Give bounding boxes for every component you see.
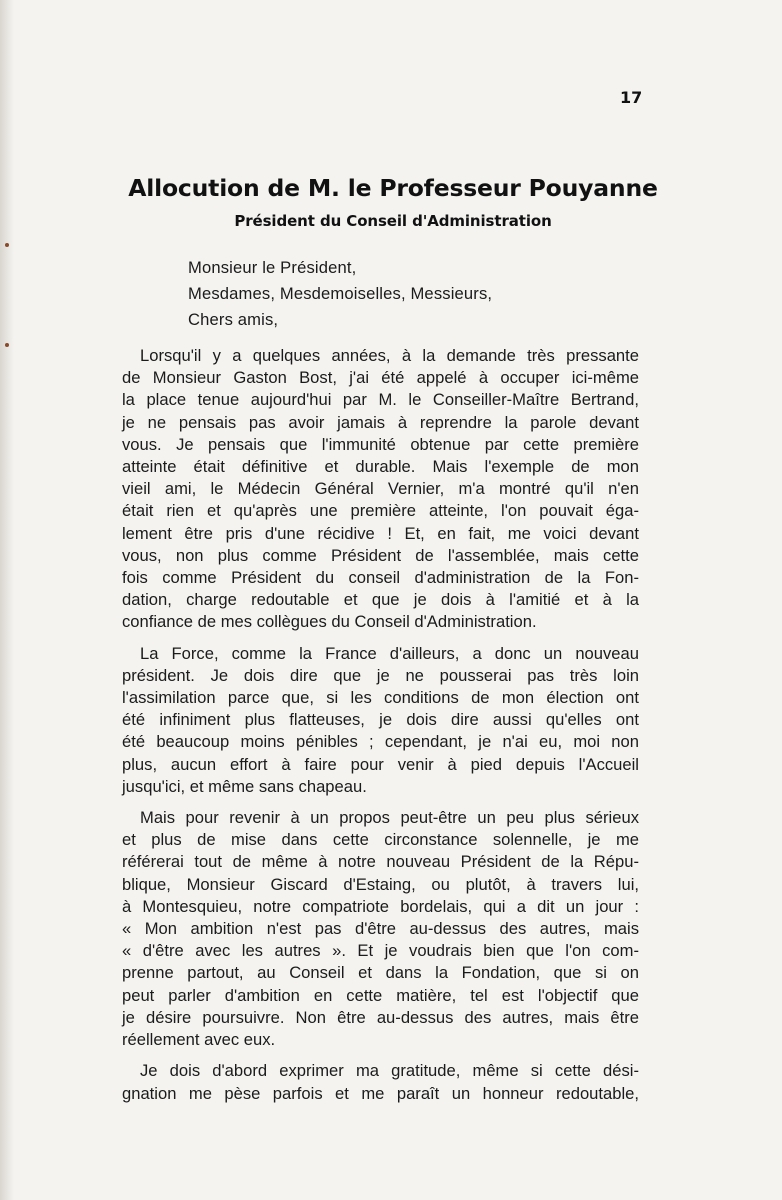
page-edge-shadow: [0, 0, 14, 1200]
paragraph-line: je ne pensais pas avoir jamais à reprendre la parole devant: [122, 412, 639, 432]
paragraph-line: dation, charge redoutable et que je dois à l'amitié et à la: [122, 590, 639, 610]
paragraph-line: jusqu'ici, et même sans chapeau.: [122, 776, 367, 796]
paragraph-line: confiance de mes collègues du Conseil d'Administration.: [122, 612, 537, 632]
paragraph-line: à Montesquieu, notre compatriote bordelais, qui a dit un jour :: [122, 896, 639, 916]
binding-mark: [5, 343, 9, 347]
paragraph-line: président. Je dois dire que je ne pousserai pas très loin: [122, 665, 639, 685]
paragraph-line: vous. Je pensais que l'immunité obtenue par cette première: [122, 434, 639, 454]
paragraph-line: la place tenue aujourd'hui par M. le Conseiller-Maître Bertrand,: [122, 390, 639, 410]
paragraph-line: réellement avec eux.: [122, 1030, 276, 1050]
salutation-line: Chers amis,: [188, 310, 279, 329]
binding-mark: [5, 243, 9, 247]
paragraph-line: l'assimilation parce que, si les conditions de mon élection ont: [122, 688, 639, 708]
paragraph: [122, 1060, 639, 1104]
page-subtitle: Président du Conseil d'Administration: [234, 212, 552, 230]
paragraph-line: été infiniment plus flatteuses, je dois dire aussi qu'elles ont: [122, 710, 639, 730]
paragraph-line: « d'être avec les autres ». Et je voudrais bien que l'on com-: [122, 941, 639, 961]
paragraph-line: prenne partout, au Conseil et dans la Fondation, que si on: [122, 963, 639, 983]
paragraph-line: Mais pour revenir à un propos peut-être un peu plus sérieux: [140, 808, 639, 828]
salutation-line: Mesdames, Mesdemoiselles, Messieurs,: [188, 284, 493, 303]
paragraph-line: vieil ami, le Médecin Général Vernier, m'a montré qu'il n'en: [122, 479, 639, 499]
paragraph-line: blique, Monsieur Giscard d'Estaing, ou plutôt, à travers lui,: [122, 874, 639, 894]
page-number: 17: [620, 88, 643, 107]
paragraph-line: peut parler d'ambition en cette matière, tel est l'objectif que: [122, 985, 639, 1005]
paragraph-line: était rien et qu'après une première atteinte, l'on pouvait éga-: [122, 501, 639, 521]
paragraph-line: je désire poursuivre. Non être au-dessus des autres, mais être: [122, 1007, 639, 1027]
paragraph-line: fois comme Président du conseil d'administration de la Fon-: [122, 568, 639, 588]
paragraph: [122, 345, 639, 634]
paragraph-line: Lorsqu'il y a quelques années, à la demande très pressante: [140, 346, 639, 365]
paragraph-line: vous, non plus comme Président de l'assemblée, mais cette: [122, 545, 639, 565]
paragraph-line: Je dois d'abord exprimer ma gratitude, même si cette dési-: [140, 1061, 639, 1081]
paragraph: [122, 643, 639, 798]
paragraph-line: plus, aucun effort à faire pour venir à pied depuis l'Accueil: [122, 754, 639, 774]
paragraph-line: lement être pris d'une récidive ! Et, en fait, me voici devant: [122, 523, 639, 543]
paragraph-line: été beaucoup moins pénibles ; cependant, je n'ai eu, moi non: [122, 732, 639, 752]
salutation-block: [188, 255, 648, 333]
page-title: Allocution de M. le Professeur Pouyanne: [128, 174, 658, 202]
paragraph-line: La Force, comme la France d'ailleurs, a donc un nouveau: [140, 643, 639, 663]
paragraph-line: référerai tout de même à notre nouveau Président de la Répu-: [122, 852, 639, 872]
paragraph-line: « Mon ambition n'est pas d'être au-dessus des autres, mais: [122, 919, 639, 939]
salutation-line: Monsieur le Président,: [188, 258, 357, 277]
paragraph: [122, 807, 639, 1051]
paragraph-line: gnation me pèse parfois et me paraît un honneur redoutable,: [122, 1083, 639, 1103]
paragraph-line: atteinte était définitive et durable. Mais l'exemple de mon: [122, 457, 639, 477]
speech-body: [122, 345, 639, 1114]
paragraph-line: de Monsieur Gaston Bost, j'ai été appelé à occuper ici-même: [122, 368, 639, 388]
paragraph-line: et plus de mise dans cette circonstance solennelle, je me: [122, 830, 639, 850]
